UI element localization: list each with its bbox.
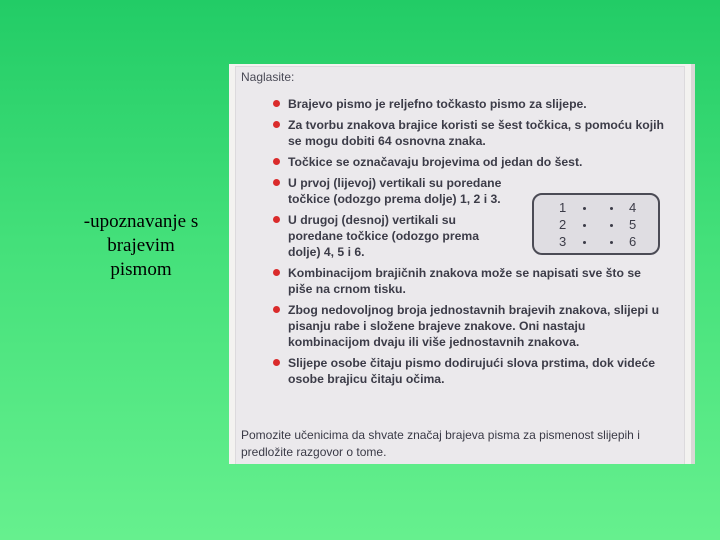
dot-number: 6 [629,234,637,249]
braille-dot-icon [610,224,613,227]
bullet-icon [273,179,280,186]
list-item-text: Za tvorbu znakova brajice koristi se šest točkica, s pomoću kojih se mogu dobiti 64 osnovna znaka. [288,118,664,148]
braille-dot-icon [583,224,586,227]
bullet-icon [273,158,280,165]
emphasis-panel [235,66,685,464]
bullet-icon [273,216,280,223]
bullet-icon [273,359,280,366]
bullet-icon [273,269,280,276]
braille-dot-icon [610,241,613,244]
list-item [272,355,664,387]
list-item-text: U drugoj (desnoj) vertikali su poredane točkice (odozgo prema dolje) 4, 5 i 6. [288,213,479,259]
page-edge [691,64,695,464]
list-item-text: Točkice se označavaju brojevima od jedan do šest. [288,155,583,169]
list-item [272,96,664,112]
braille-cell-row [534,234,658,252]
dot-number: 1 [559,200,567,215]
braille-cell-diagram [532,193,660,255]
textbook-scan [229,64,695,464]
list-item [272,265,664,297]
list-item-text: Zbog nedovoljnog broja jednostavnih brajevih znakova, slijepi u pisanju rabe i složene brajeve znakove. Oni nastaju kombinacijom dvaju ili više jednostavnih znakova. [288,303,660,349]
dot-number: 3 [559,234,567,249]
list-item-text: U prvoj (lijevoj) vertikali su poredane točkice (odozgo prema dolje) 1, 2 i 3. [288,176,502,206]
teacher-note: Pomozite učenicima da shvate značaj brajeva pisma za pismenost slijepih i predložite razgovor o tome. [241,428,640,459]
list-item [272,212,504,260]
list-item-text: Slijepe osobe čitaju pismo dodirujući slova prstima, dok videće osobe brajicu čitaju očima. [288,356,656,386]
dot-number: 5 [629,217,637,232]
braille-cell-row [534,217,658,235]
dot-number: 4 [629,200,637,215]
list-item-text: Brajevo pismo je reljefno točkasto pismo za slijepe. [288,97,587,111]
braille-cell-row [534,200,658,218]
dot-number: 2 [559,217,567,232]
list-item [272,175,504,207]
list-item [272,302,664,350]
braille-dot-icon [610,207,613,210]
braille-dot-icon [583,241,586,244]
braille-dot-icon [583,207,586,210]
bullet-icon [273,121,280,128]
bullet-icon [273,306,280,313]
bullet-icon [273,100,280,107]
emphasis-heading: Naglasite: [241,70,295,84]
list-item-text: Kombinacijom brajičnih znakova može se napisati sve što se piše na crnom tisku. [288,266,641,296]
slide-caption: -upoznavanje s brajevim pismom [83,211,199,280]
list-item [272,117,664,149]
list-item [272,154,664,170]
